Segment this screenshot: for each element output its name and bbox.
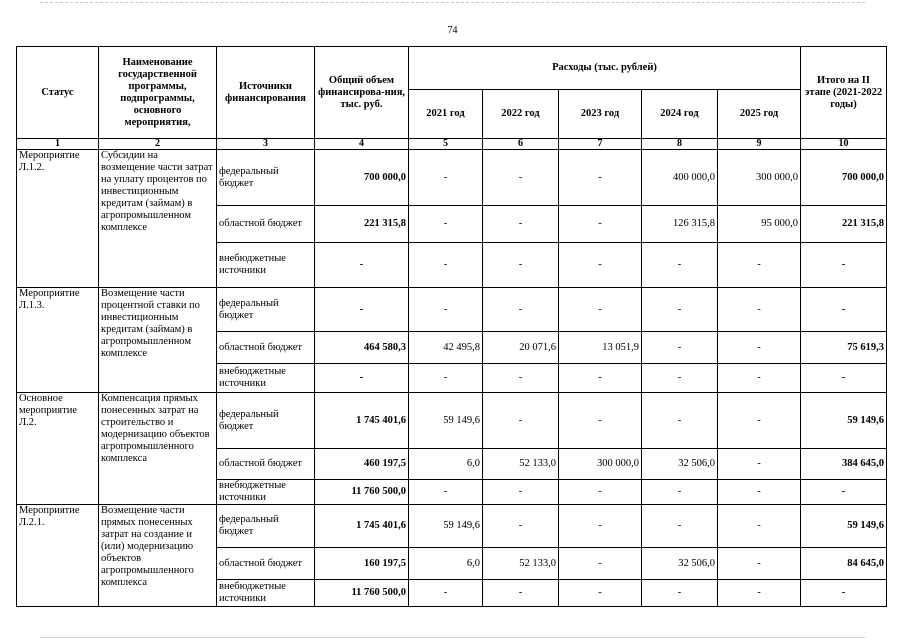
measure-name-cell: Субсидии на возмещение части затрат на уплату процентов по инвестиционным кредитам (займам) в агропромышленном комплексе (99, 150, 217, 288)
total-amount-cell: 160 197,5 (315, 548, 409, 580)
total-amount-cell: 1 745 401,6 (315, 393, 409, 449)
year-amount-cell: - (718, 480, 801, 505)
stage-total-cell: 75 619,3 (801, 332, 887, 364)
year-amount-cell: - (409, 364, 483, 393)
year-amount-cell: 42 495,8 (409, 332, 483, 364)
year-amount-cell: - (559, 206, 642, 243)
year-amount-cell: - (483, 288, 559, 332)
total-amount-cell: 11 760 500,0 (315, 580, 409, 607)
header-stage-total: Итого на II этапе (2021-2022 годы) (801, 47, 887, 139)
column-number: 4 (315, 139, 409, 150)
table-row (17, 393, 887, 449)
year-amount-cell: - (483, 150, 559, 206)
header-row (17, 47, 887, 90)
year-amount-cell: - (483, 505, 559, 548)
column-number: 3 (217, 139, 315, 150)
year-amount-cell: - (642, 505, 718, 548)
stage-total-cell: 59 149,6 (801, 505, 887, 548)
year-amount-cell: - (559, 580, 642, 607)
year-amount-cell: 32 506,0 (642, 548, 718, 580)
funding-source-cell: федеральный бюджет (217, 288, 315, 332)
column-number: 5 (409, 139, 483, 150)
year-amount-cell: - (642, 288, 718, 332)
year-amount-cell: - (642, 580, 718, 607)
status-cell: Мероприятие Л.1.2. (17, 150, 99, 288)
measure-name-cell: Возмещение части процентной ставки по инвестиционным кредитам (займам) в агропромышленном комплексе (99, 288, 217, 393)
header-year: 2021 год (409, 90, 483, 139)
total-amount-cell: 221 315,8 (315, 206, 409, 243)
budget-table (16, 46, 887, 607)
funding-source-cell: федеральный бюджет (217, 393, 315, 449)
funding-source-cell: областной бюджет (217, 206, 315, 243)
year-amount-cell: - (718, 288, 801, 332)
year-amount-cell: - (642, 364, 718, 393)
year-amount-cell: 6,0 (409, 449, 483, 480)
year-amount-cell: - (409, 206, 483, 243)
year-amount-cell: 32 506,0 (642, 449, 718, 480)
year-amount-cell: - (559, 393, 642, 449)
funding-source-cell: областной бюджет (217, 548, 315, 580)
total-amount-cell: 11 760 500,0 (315, 480, 409, 505)
header-name: Наименование государственной программы, подпрограммы, основного мероприятия, (99, 47, 217, 139)
year-amount-cell: - (409, 288, 483, 332)
header-year: 2024 год (642, 90, 718, 139)
stage-total-cell: 384 645,0 (801, 449, 887, 480)
status-cell: Мероприятие Л.2.1. (17, 505, 99, 607)
year-amount-cell: 400 000,0 (642, 150, 718, 206)
total-amount-cell: - (315, 243, 409, 288)
stage-total-cell: - (801, 580, 887, 607)
year-amount-cell: - (483, 393, 559, 449)
year-amount-cell: - (718, 580, 801, 607)
year-amount-cell: 300 000,0 (559, 449, 642, 480)
year-amount-cell: - (483, 580, 559, 607)
year-amount-cell: 59 149,6 (409, 505, 483, 548)
year-amount-cell: - (483, 480, 559, 505)
year-amount-cell: - (718, 364, 801, 393)
funding-source-cell: областной бюджет (217, 449, 315, 480)
stage-total-cell: 221 315,8 (801, 206, 887, 243)
year-amount-cell: - (718, 332, 801, 364)
year-amount-cell: - (483, 243, 559, 288)
header-year: 2023 год (559, 90, 642, 139)
status-cell: Мероприятие Л.1.3. (17, 288, 99, 393)
column-number: 2 (99, 139, 217, 150)
year-amount-cell: - (642, 332, 718, 364)
year-amount-cell: - (559, 548, 642, 580)
year-amount-cell: 52 133,0 (483, 449, 559, 480)
year-amount-cell: - (642, 243, 718, 288)
year-amount-cell: - (483, 206, 559, 243)
stage-total-cell: 59 149,6 (801, 393, 887, 449)
total-amount-cell: 700 000,0 (315, 150, 409, 206)
column-number: 9 (718, 139, 801, 150)
year-amount-cell: 6,0 (409, 548, 483, 580)
year-amount-cell: - (559, 505, 642, 548)
year-amount-cell: - (718, 393, 801, 449)
year-amount-cell: - (559, 243, 642, 288)
header-expenses: Расходы (тыс. рублей) (409, 47, 801, 90)
year-amount-cell: - (559, 364, 642, 393)
funding-source-cell: областной бюджет (217, 332, 315, 364)
stage-total-cell: 84 645,0 (801, 548, 887, 580)
column-number: 7 (559, 139, 642, 150)
header-sources: Источники финансирования (217, 47, 315, 139)
header-total: Общий объем финансирова-ния, тыс. руб. (315, 47, 409, 139)
table-row (17, 288, 887, 332)
year-amount-cell: - (642, 393, 718, 449)
year-amount-cell: - (409, 580, 483, 607)
stage-total-cell: - (801, 364, 887, 393)
year-amount-cell: - (642, 480, 718, 505)
funding-source-cell: федеральный бюджет (217, 150, 315, 206)
funding-source-cell: внебюджетные источники (217, 480, 315, 505)
year-amount-cell: - (559, 480, 642, 505)
header-year: 2022 год (483, 90, 559, 139)
funding-source-cell: внебюджетные источники (217, 243, 315, 288)
column-number: 1 (17, 139, 99, 150)
page-number: 74 (447, 25, 458, 36)
stage-total-cell: - (801, 243, 887, 288)
total-amount-cell: 464 580,3 (315, 332, 409, 364)
year-amount-cell: - (409, 480, 483, 505)
year-amount-cell: 95 000,0 (718, 206, 801, 243)
measure-name-cell: Возмещение части прямых понесенных затрат на создание и (или) модернизацию объектов агропромышленного комплекса (99, 505, 217, 607)
column-number: 10 (801, 139, 887, 150)
measure-name-cell: Компенсация прямых понесенных затрат на строительство и модернизацию объектов агропромышленного комплекса (99, 393, 217, 505)
status-cell: Основное мероприятие Л.2. (17, 393, 99, 505)
scan-artifact-bottom (40, 637, 865, 638)
year-amount-cell: - (483, 364, 559, 393)
total-amount-cell: - (315, 364, 409, 393)
year-amount-cell: 52 133,0 (483, 548, 559, 580)
column-numbers-row (17, 139, 887, 150)
table-row (17, 150, 887, 206)
total-amount-cell: 460 197,5 (315, 449, 409, 480)
header-year: 2025 год (718, 90, 801, 139)
header-status: Статус (17, 47, 99, 139)
year-amount-cell: 59 149,6 (409, 393, 483, 449)
year-amount-cell: - (559, 288, 642, 332)
year-amount-cell: 126 315,8 (642, 206, 718, 243)
year-amount-cell: - (718, 548, 801, 580)
funding-source-cell: внебюджетные источники (217, 364, 315, 393)
column-number: 8 (642, 139, 718, 150)
stage-total-cell: - (801, 288, 887, 332)
year-amount-cell: - (409, 150, 483, 206)
year-amount-cell: - (718, 449, 801, 480)
year-amount-cell: - (559, 150, 642, 206)
column-number: 6 (483, 139, 559, 150)
table-body (17, 150, 887, 607)
year-amount-cell: - (409, 243, 483, 288)
stage-total-cell: - (801, 480, 887, 505)
stage-total-cell: 700 000,0 (801, 150, 887, 206)
year-amount-cell: - (718, 505, 801, 548)
total-amount-cell: - (315, 288, 409, 332)
table-row (17, 505, 887, 548)
funding-source-cell: федеральный бюджет (217, 505, 315, 548)
scan-artifact-top (40, 2, 865, 3)
year-amount-cell: 20 071,6 (483, 332, 559, 364)
year-amount-cell: 300 000,0 (718, 150, 801, 206)
funding-source-cell: внебюджетные источники (217, 580, 315, 607)
total-amount-cell: 1 745 401,6 (315, 505, 409, 548)
year-amount-cell: - (718, 243, 801, 288)
year-amount-cell: 13 051,9 (559, 332, 642, 364)
